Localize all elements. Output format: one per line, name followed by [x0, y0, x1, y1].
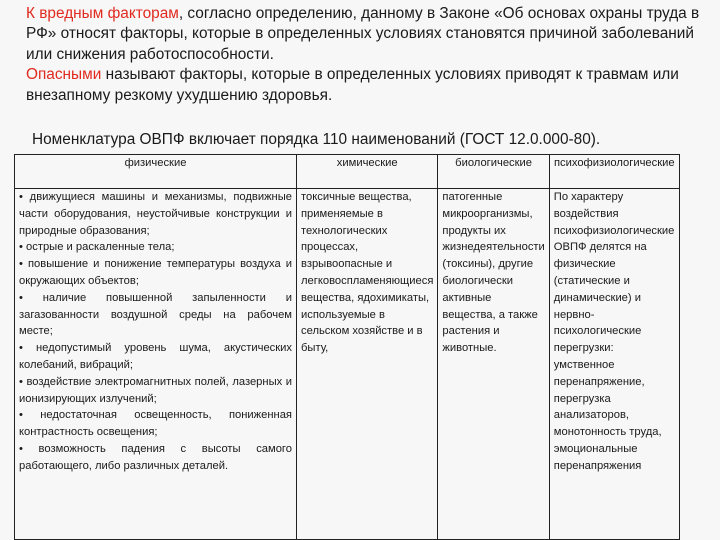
chemical-cell: токсичные вещества, применяемые в технологических процессах, взрывоопасные и легковоспламеняющиеся вещества, ядохимикаты, используемые в сельском хозяйстве и в быту, [297, 189, 438, 540]
dangerous-factors-definition: называют факторы, которые в определенных условиях приводят к травмам или внезапному резкому ухудшению здоровья. [26, 66, 679, 104]
nomenclature-heading: Номенклатура ОВПФ включает порядка 110 наименований (ГОСТ 12.0.000-80). [32, 131, 601, 148]
physical-item: • возможность падения с высоты самого работающего, либо различных деталей. [19, 442, 292, 472]
table-header-row [15, 155, 680, 189]
dangerous-factors-term: Опасными [26, 66, 102, 84]
header-chemical: химические [297, 155, 438, 189]
physical-item: • недопустимый уровень шума, акустических колебаний, вибраций; [19, 342, 292, 371]
harmful-factors-paragraph [8, 4, 714, 65]
intro-text [8, 4, 714, 106]
harmful-factors-term: К вредным факторам [26, 5, 179, 22]
biological-cell: патогенные микроорганизмы, продукты их жизнедеятельности (токсины), другие биологически активные вещества, а также растения и животные. [438, 189, 549, 540]
physical-item: • движущиеся машины и механизмы, подвижные части оборудования, неустойчивые конструкции и природные образования; [19, 191, 292, 237]
dangerous-factors-paragraph [8, 65, 714, 106]
ovpf-table [14, 154, 680, 540]
table-row [15, 189, 680, 540]
physical-cell [15, 189, 297, 540]
header-biological: биологические [438, 155, 549, 189]
psychophysiological-cell: По характеру воздействия психофизиологические ОВПФ делятся на физические (статические и динамические) и нервно-психологические перегрузки: умственное перенапряжение, перегрузка анализаторов, монотонность труда, эмоциональные перенапряжения [549, 189, 679, 540]
harmful-factors-definition: , согласно определению, данному в Законе «Об основах охраны труда в РФ» относят факторы, которые в определенных условиях становятся причиной заболеваний или снижения работоспособности. [26, 5, 700, 63]
physical-item: • воздействие электромагнитных полей, лазерных и ионизирующих излучений; [19, 375, 292, 405]
header-physical: физические [15, 155, 297, 189]
physical-item: • повышение и понижение температуры воздуха и окружающих объектов; [19, 258, 292, 287]
physical-item: • недостаточная освещенность, пониженная контрастность освещения; [19, 409, 292, 439]
header-psychophysiological: психофизиологические [549, 155, 679, 189]
physical-item: • острые и раскаленные тела; [19, 241, 175, 254]
physical-list [19, 189, 292, 475]
physical-item: • наличие повышенной запыленности и загазованности воздушной среды на рабочем месте; [19, 291, 292, 338]
